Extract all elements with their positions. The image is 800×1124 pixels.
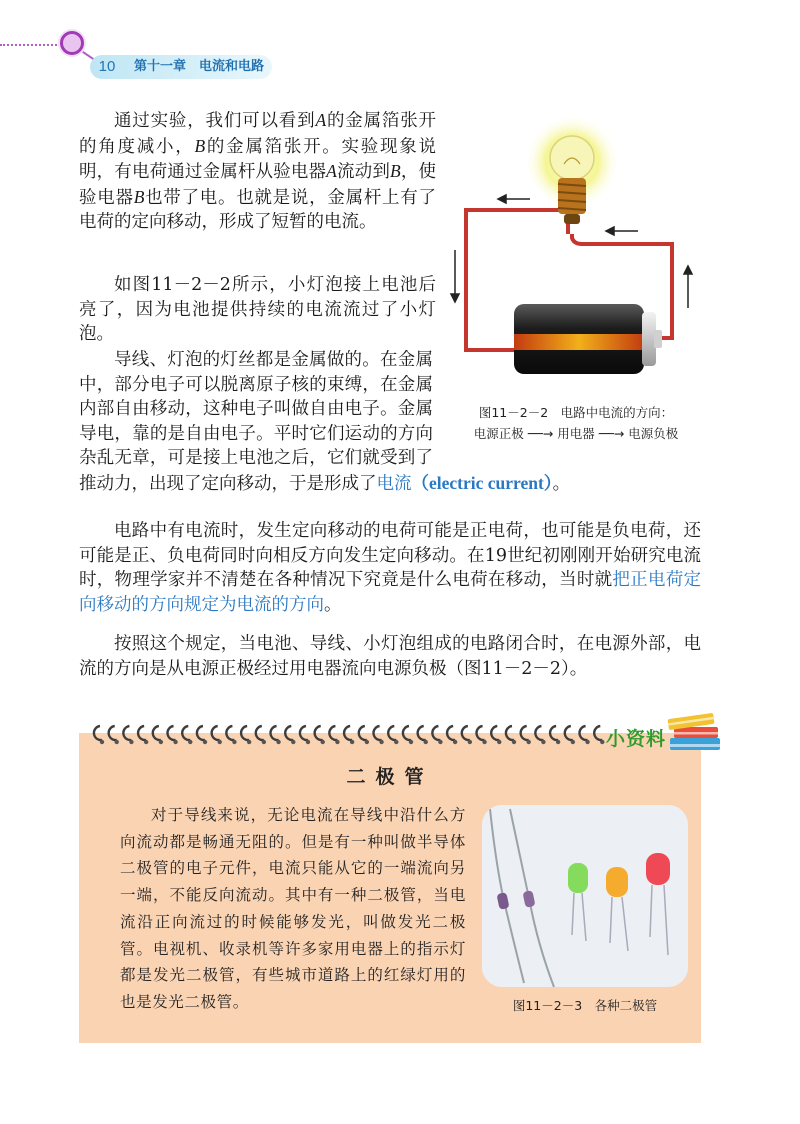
header-circle-icon xyxy=(60,31,84,55)
binder-ring xyxy=(285,726,295,744)
binder-ring xyxy=(359,726,369,744)
binder-ring xyxy=(182,726,192,744)
binder-ring xyxy=(344,726,354,744)
diodes-photo xyxy=(482,805,688,987)
arrow-top-left-icon xyxy=(498,195,530,203)
info-box-title: 二极管 xyxy=(346,766,434,788)
binder-ring xyxy=(256,726,266,744)
binder-ring xyxy=(94,726,104,744)
binder-ring xyxy=(447,726,457,744)
info-box-text: 对于导线来说，无论电流在导线中沿什么方向流动都是畅通无阻的。但是有一种叫做半导体二极管的电子元件，电流只能从它的一端流向另一端，不能反向流动。其中有一种二极管，当电流沿正向流过的时候能够发光，叫做发光二极管。电视机、收录机等许多家用电器上的指示灯都是发光二极管，有些城市道路上的红绿灯用的也是发光二极管。 xyxy=(120,806,466,1011)
binder-rings xyxy=(88,718,608,752)
header-dotted-line xyxy=(0,44,68,46)
binder-ring xyxy=(374,726,384,744)
page-number: 10 xyxy=(98,58,116,75)
binder-ring xyxy=(477,726,487,744)
binder-ring xyxy=(109,726,119,744)
paragraph-4: 电路中有电流时，发生定向移动的电荷可能是正电荷，也可能是负电荷，还可能是正、负电荷同时向相反方向发生定向移动。在19世纪初刚刚开始研究电流时，物理学家并不清楚在各种情况下究竟是什么电荷在移动，当时就把正电荷定向移动的方向规定为电流的方向。 xyxy=(79,521,702,615)
binder-ring xyxy=(315,726,325,744)
info-tag: 小资料 xyxy=(606,728,667,750)
binder-ring xyxy=(550,726,560,744)
arrow-top-right-icon xyxy=(606,227,638,235)
figure-1-caption: 图11－2－2 电路中电流的方向： 电源正极 ──→ 用电器 ──→ 电源负极 xyxy=(473,405,679,441)
paragraph-1: 通过实验，我们可以看到A的金属箔张开的角度减小，B的金属箔张开。实验现象说明，有电荷通过金属杆从验电器A流动到B，使验电器B也带了电。也就是说，金属杆上有了电荷的定向移动，形成了短暂的电流。 xyxy=(79,110,437,233)
binder-ring xyxy=(565,726,575,744)
binder-ring xyxy=(270,726,280,744)
paragraph-3: 导线、灯泡的灯丝都是金属做的。在金属中，部分电子可以脱离原子核的束缚，在金属内部自由移动，这种电子叫做自由电子。金属导电，靠的是自由电子。平时它们运动的方向杂乱无章，可是接上电池之后，它们就受到了推动力，出现了定向移动，于是形成了电流（electric current）。 xyxy=(79,350,571,494)
binder-ring xyxy=(388,726,398,744)
binder-ring xyxy=(138,726,148,744)
binder-ring xyxy=(197,726,207,744)
highlight-current-direction: 把正电荷定向移动的方向规定为电流的方向 xyxy=(79,570,702,615)
binder-ring xyxy=(594,726,604,744)
arrow-left-down-icon xyxy=(451,250,459,302)
figure-2-caption: 图11－2－3 各种二极管 xyxy=(512,998,658,1013)
binder-ring xyxy=(521,726,531,744)
binder-ring xyxy=(329,726,339,744)
chapter-title: 第十一章 电流和电路 xyxy=(134,59,265,74)
binder-ring xyxy=(226,726,236,744)
binder-ring xyxy=(491,726,501,744)
arrow-right-up-icon xyxy=(684,266,692,308)
binder-ring xyxy=(462,726,472,744)
binder-ring xyxy=(241,726,251,744)
term-electric-current: 电流 xyxy=(376,473,412,494)
binder-ring xyxy=(432,726,442,744)
binder-ring xyxy=(418,726,428,744)
binder-ring xyxy=(403,726,413,744)
binder-ring xyxy=(212,726,222,744)
binder-ring xyxy=(506,726,516,744)
binder-ring xyxy=(153,726,163,744)
binder-ring xyxy=(300,726,310,744)
binder-ring xyxy=(580,726,590,744)
circuit-figure xyxy=(448,112,720,404)
binder-ring xyxy=(123,726,133,744)
paragraph-5: 按照这个规定，当电池、导线、小灯泡组成的电路闭合时，在电源外部，电流的方向是从电源正极经过用电器流向电源负极（图11－2－2）。 xyxy=(79,634,701,679)
binder-ring xyxy=(535,726,545,744)
paragraph-2: 如图11－2－2所示，小灯泡接上电池后亮了，因为电池提供持续的电流流过了小灯泡。 xyxy=(79,275,436,345)
books-icon xyxy=(664,708,724,756)
binder-ring xyxy=(167,726,177,744)
